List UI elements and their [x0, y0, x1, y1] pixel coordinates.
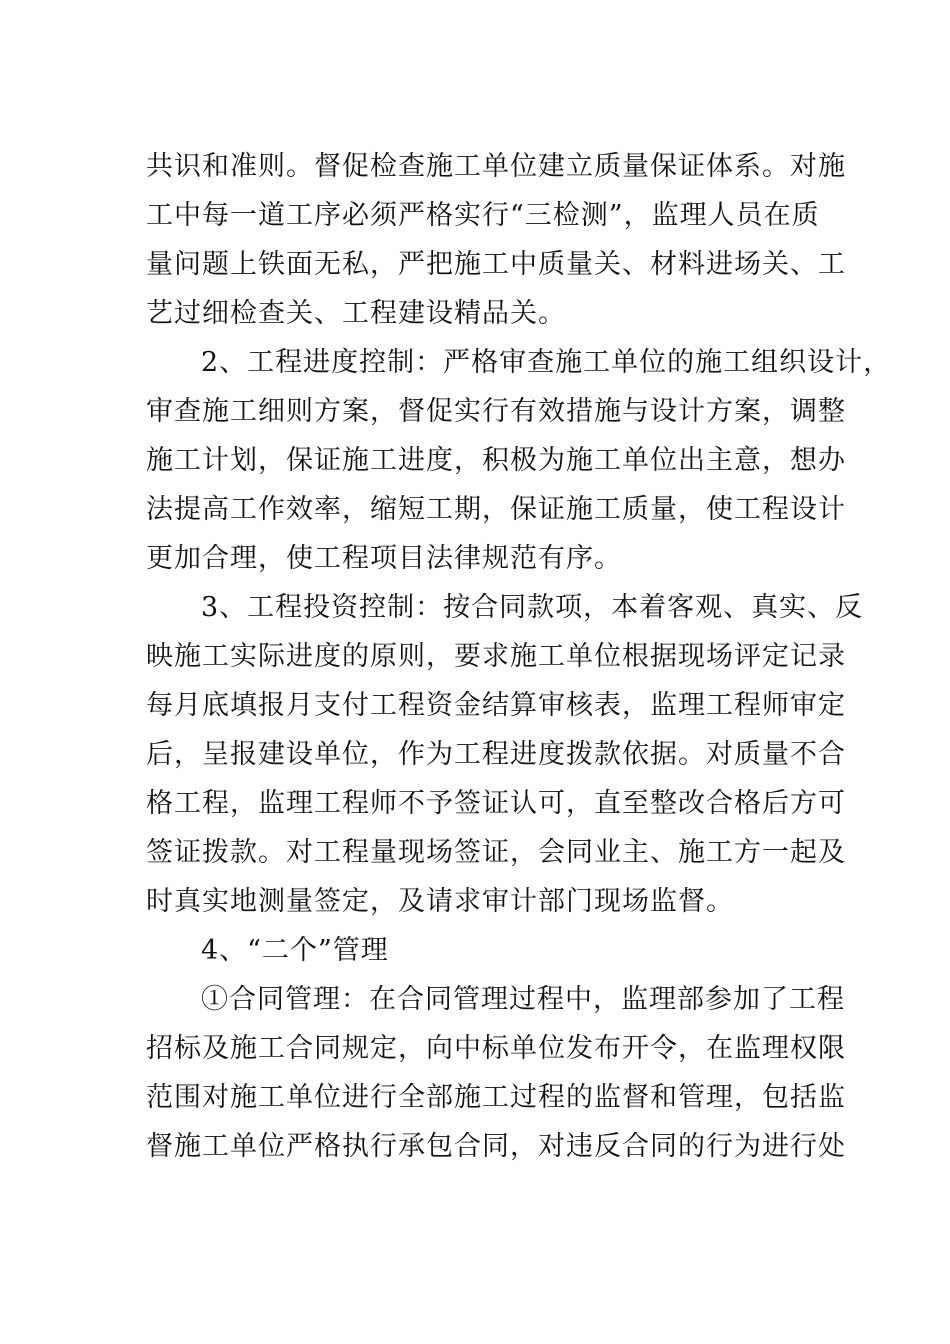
paragraph-start-line: 3、工程投资控制：按合同款项，本着客观、真实、反 — [201, 592, 864, 623]
paragraph-start-line: 2、工程进度控制：严格审查施工单位的施工组织设计， — [201, 347, 892, 378]
text-line: 后，呈报建设单位，作为工程进度拨款依据。对质量不合 — [146, 739, 846, 770]
text-line: 施工计划，保证施工进度，积极为施工单位出主意，想办 — [146, 445, 846, 476]
body-text — [146, 142, 892, 1171]
text-line: 每月底填报月支付工程资金结算审核表，监理工程师审定 — [146, 690, 846, 721]
text-line: 量问题上铁面无私，严把施工中质量关、材料进场关、工 — [146, 249, 846, 280]
text-line: 格工程，监理工程师不予签证认可，直至整改合格后方可 — [146, 788, 846, 819]
text-line: 艺过细检查关、工程建设精品关。 — [146, 298, 566, 329]
text-line: 范围对施工单位进行全部施工过程的监督和管理，包括监 — [146, 1082, 846, 1113]
text-line: 督施工单位严格执行承包合同，对违反合同的行为进行处 — [146, 1131, 846, 1162]
text-line: 审查施工细则方案，督促实行有效措施与设计方案，调整 — [146, 396, 846, 427]
text-line: 映施工实际进度的原则，要求施工单位根据现场评定记录 — [146, 641, 846, 672]
text-line: 时真实地测量签定，及请求审计部门现场监督。 — [146, 886, 734, 917]
text-line: 更加合理，使工程项目法律规范有序。 — [146, 543, 622, 574]
text-line: 法提高工作效率，缩短工期，保证施工质量，使工程设计 — [146, 494, 846, 525]
paragraph-start-line: ①合同管理：在合同管理过程中，监理部参加了工程 — [201, 984, 845, 1015]
section-heading: 4、“二个”管理 — [201, 935, 389, 966]
text-line: 签证拨款。对工程量现场签证，会同业主、施工方一起及 — [146, 837, 846, 868]
text-line: 工中每一道工序必须严格实行“三检测”，监理人员在质 — [146, 200, 820, 231]
text-line: 共识和准则。督促检查施工单位建立质量保证体系。对施 — [146, 151, 846, 182]
text-line: 招标及施工合同规定，向中标单位发布开令，在监理权限 — [146, 1033, 846, 1064]
